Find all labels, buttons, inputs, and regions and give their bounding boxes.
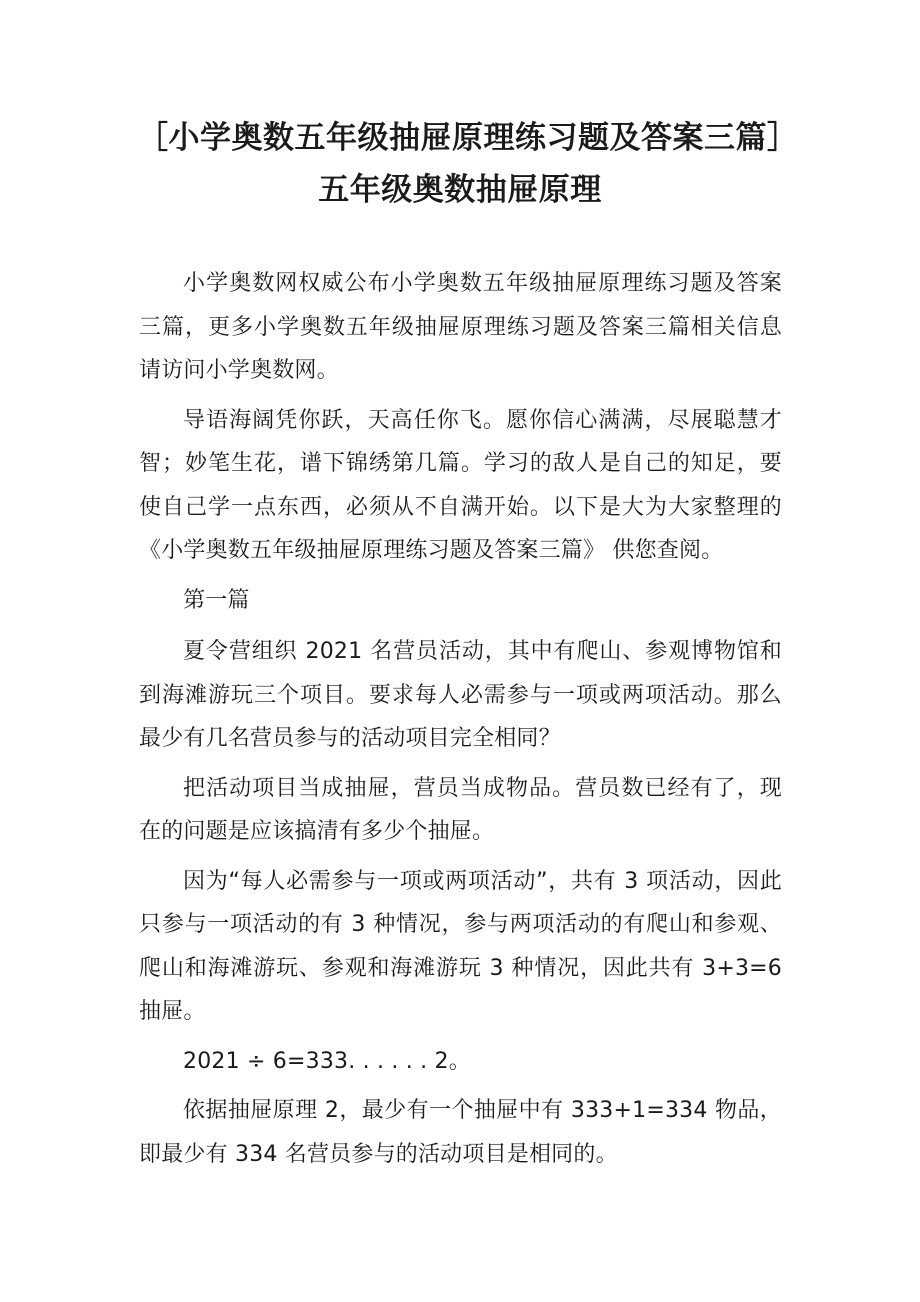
analysis-paragraph: 把活动项目当成抽屉，营员当成物品。营员数已经有了，现在的问题是应该搞清有多少个抽屉。 bbox=[139, 775, 782, 844]
document-body bbox=[139, 262, 782, 1182]
intro-paragraph: 小学奥数网权威公布小学奥数五年级抽屉原理练习题及答案三篇，更多小学奥数五年级抽屉原理练习题及答案三篇相关信息请访问小学奥数网。 bbox=[139, 271, 782, 383]
section-heading-first: 第一篇 bbox=[183, 587, 250, 613]
calculation-paragraph: 2021 ÷ 6=333. . . . . . 2。 bbox=[183, 1048, 471, 1074]
document-title: ［小学奥数五年级抽屉原理练习题及答案三篇］五年级奥数抽屉原理 bbox=[137, 120, 783, 208]
problem-paragraph: 夏令营组织 2021 名营员活动，其中有爬山、参观博物馆和到海滩游玩三个项目。要求每人必需参与一项或两项活动。那么最少有几名营员参与的活动项目完全相同？ bbox=[139, 639, 782, 751]
reasoning-paragraph: 因为“每人必需参与一项或两项活动”，共有 3 项活动，因此只参与一项活动的有 3 种情况，参与两项活动的有爬山和参观、爬山和海滩游玩、参观和海滩游玩 3 种情况，因此共有 3+3=6 抽屉。 bbox=[139, 868, 782, 1024]
conclusion-paragraph: 依据抽屉原理 2，最少有一个抽屉中有 333+1=334 物品，即最少有 334 名营员参与的活动项目是相同的。 bbox=[139, 1098, 782, 1167]
preface-paragraph: 导语海阔凭你跃，天高任你飞。愿你信心满满，尽展聪慧才智；妙笔生花，谱下锦绣第几篇。学习的敌人是自己的知足，要使自己学一点东西，必须从不自满开始。以下是大为大家整理的《小学奥数五年级抽屉原理练习题及答案三篇》 供您查阅。 bbox=[139, 407, 782, 563]
